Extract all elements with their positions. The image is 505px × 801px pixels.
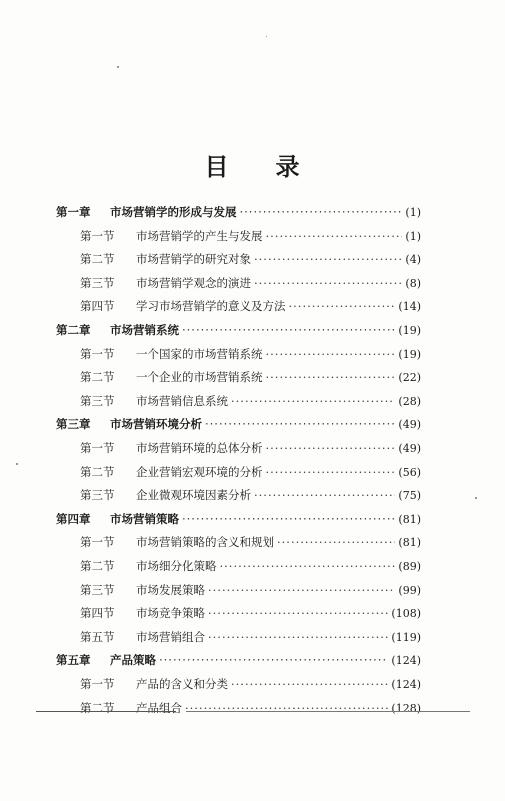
chapter-number: 第二章 <box>56 323 91 337</box>
page-number: (108) <box>391 607 421 621</box>
toc-chapter-row <box>56 414 421 434</box>
toc-section-row <box>80 438 421 458</box>
toc-section-row <box>80 532 421 552</box>
bottom-rule-left <box>36 711 176 712</box>
dot-leader <box>208 603 388 623</box>
toc-chapter-row <box>56 650 421 670</box>
page-number: (22) <box>398 371 421 385</box>
section-number: 第二节 <box>80 559 115 573</box>
page-number: (128) <box>391 701 421 715</box>
page-number: (49) <box>398 442 421 455</box>
section-title: 市场营销组合 <box>136 629 205 644</box>
chapter-number: 第一章 <box>56 205 91 219</box>
section-number: 第四节 <box>80 606 115 621</box>
toc-section-row <box>80 556 421 576</box>
page-number: (4) <box>405 253 421 267</box>
toc-section-row <box>80 296 421 316</box>
section-title: 学习市场营销学的意义及方法 <box>136 299 286 314</box>
scan-speck <box>266 36 267 37</box>
toc-section-row <box>80 273 421 293</box>
page-number: (56) <box>398 465 421 479</box>
scan-speck <box>117 66 119 68</box>
scan-speck <box>475 497 477 499</box>
page-number: (119) <box>391 630 421 644</box>
section-number: 第一节 <box>80 346 115 361</box>
section-title: 一个国家的市场营销系统 <box>136 346 263 361</box>
page-number: (124) <box>391 654 421 668</box>
page-number: (1) <box>405 206 421 219</box>
page-number: (81) <box>398 512 421 526</box>
dot-leader <box>266 438 396 458</box>
dot-leader <box>266 226 403 246</box>
title-char-1: 目 <box>204 153 230 181</box>
dot-leader <box>266 344 396 364</box>
page-number: (89) <box>398 560 421 573</box>
chapter-title: 产品策略 <box>110 653 156 668</box>
page-number: (75) <box>398 489 421 503</box>
section-title: 一个企业的市场营销系统 <box>136 370 263 385</box>
toc-section-row <box>80 226 421 246</box>
dot-leader <box>185 698 388 718</box>
page-number: (1) <box>405 229 421 243</box>
section-title: 市场营销环境的总体分析 <box>136 441 263 455</box>
chapter-number: 第四章 <box>56 511 91 526</box>
title-char-2: 录 <box>275 153 301 181</box>
toc-section-row <box>80 627 421 647</box>
section-title: 市场发展策略 <box>136 582 205 597</box>
dot-leader <box>277 532 395 552</box>
page-title <box>0 147 505 182</box>
page-number: (14) <box>398 300 421 314</box>
section-title: 市场竞争策略 <box>136 606 205 621</box>
dot-leader <box>240 202 403 222</box>
toc-chapter-row <box>56 320 421 340</box>
dot-leader <box>182 320 395 340</box>
section-number: 第三节 <box>80 488 115 503</box>
chapter-title: 市场营销策略 <box>110 511 179 526</box>
section-number: 第五节 <box>80 629 115 644</box>
section-title: 市场营销学的产生与发展 <box>136 228 263 243</box>
dot-leader <box>254 249 402 269</box>
toc-section-row <box>80 344 421 364</box>
section-title: 企业营销宏观环境的分析 <box>136 464 263 479</box>
dot-leader <box>205 414 395 434</box>
section-number: 第二节 <box>80 464 115 479</box>
page-number: (124) <box>391 678 421 691</box>
dot-leader <box>182 509 395 529</box>
scan-speck <box>16 463 18 465</box>
toc-chapter-row <box>56 202 421 222</box>
toc-section-row <box>80 391 421 411</box>
toc-section-row <box>80 674 421 694</box>
toc-section-row <box>80 698 421 718</box>
section-number: 第二节 <box>80 252 115 267</box>
section-title: 企业微观环境因素分析 <box>136 488 251 503</box>
section-number: 第四节 <box>80 299 115 314</box>
section-number: 第三节 <box>80 275 115 290</box>
section-title: 产品的含义和分类 <box>136 677 228 691</box>
chapter-title: 市场营销学的形成与发展 <box>110 205 237 219</box>
toc-section-row <box>80 462 421 482</box>
dot-leader <box>231 674 388 694</box>
dot-leader <box>254 485 395 505</box>
section-number: 第一节 <box>80 677 115 691</box>
section-title: 市场营销学的研究对象 <box>136 252 251 267</box>
chapter-title: 市场营销环境分析 <box>110 417 202 432</box>
toc-section-row <box>80 249 421 269</box>
dot-leader <box>254 273 402 293</box>
section-number: 第一节 <box>80 535 115 550</box>
dot-leader <box>266 462 396 482</box>
chapter-title: 市场营销系统 <box>110 323 179 337</box>
page-number: (28) <box>398 394 421 408</box>
dot-leader <box>159 650 388 670</box>
page-number: (49) <box>398 418 421 432</box>
page-number: (19) <box>398 347 421 361</box>
page-number: (8) <box>405 276 421 290</box>
dot-leader <box>266 367 396 387</box>
toc-section-row <box>80 580 421 600</box>
page-number: (99) <box>398 583 421 597</box>
dot-leader <box>289 296 396 316</box>
chapter-number: 第三章 <box>56 417 91 432</box>
dot-leader <box>231 391 395 411</box>
page-number: (81) <box>398 536 421 550</box>
toc-section-row <box>80 485 421 505</box>
section-title: 市场营销策略的含义和规划 <box>136 535 274 550</box>
section-title: 产品组合 <box>136 700 182 715</box>
page-number: (19) <box>398 324 421 337</box>
toc-chapter-row <box>56 509 421 529</box>
chapter-number: 第五章 <box>56 653 91 668</box>
section-number: 第三节 <box>80 582 115 597</box>
section-title: 市场细分化策略 <box>136 559 217 573</box>
dot-leader <box>208 580 395 600</box>
section-number: 第一节 <box>80 228 115 243</box>
section-title: 市场营销学观念的演进 <box>136 275 251 290</box>
dot-leader <box>208 627 388 647</box>
section-number: 第二节 <box>80 700 115 715</box>
toc-section-row <box>80 603 421 623</box>
bottom-rule-right <box>186 711 470 712</box>
section-number: 第二节 <box>80 370 115 385</box>
toc-section-row <box>80 367 421 387</box>
dot-leader <box>220 556 396 576</box>
section-number: 第三节 <box>80 393 115 408</box>
section-number: 第一节 <box>80 441 115 455</box>
section-title: 市场营销信息系统 <box>136 393 228 408</box>
